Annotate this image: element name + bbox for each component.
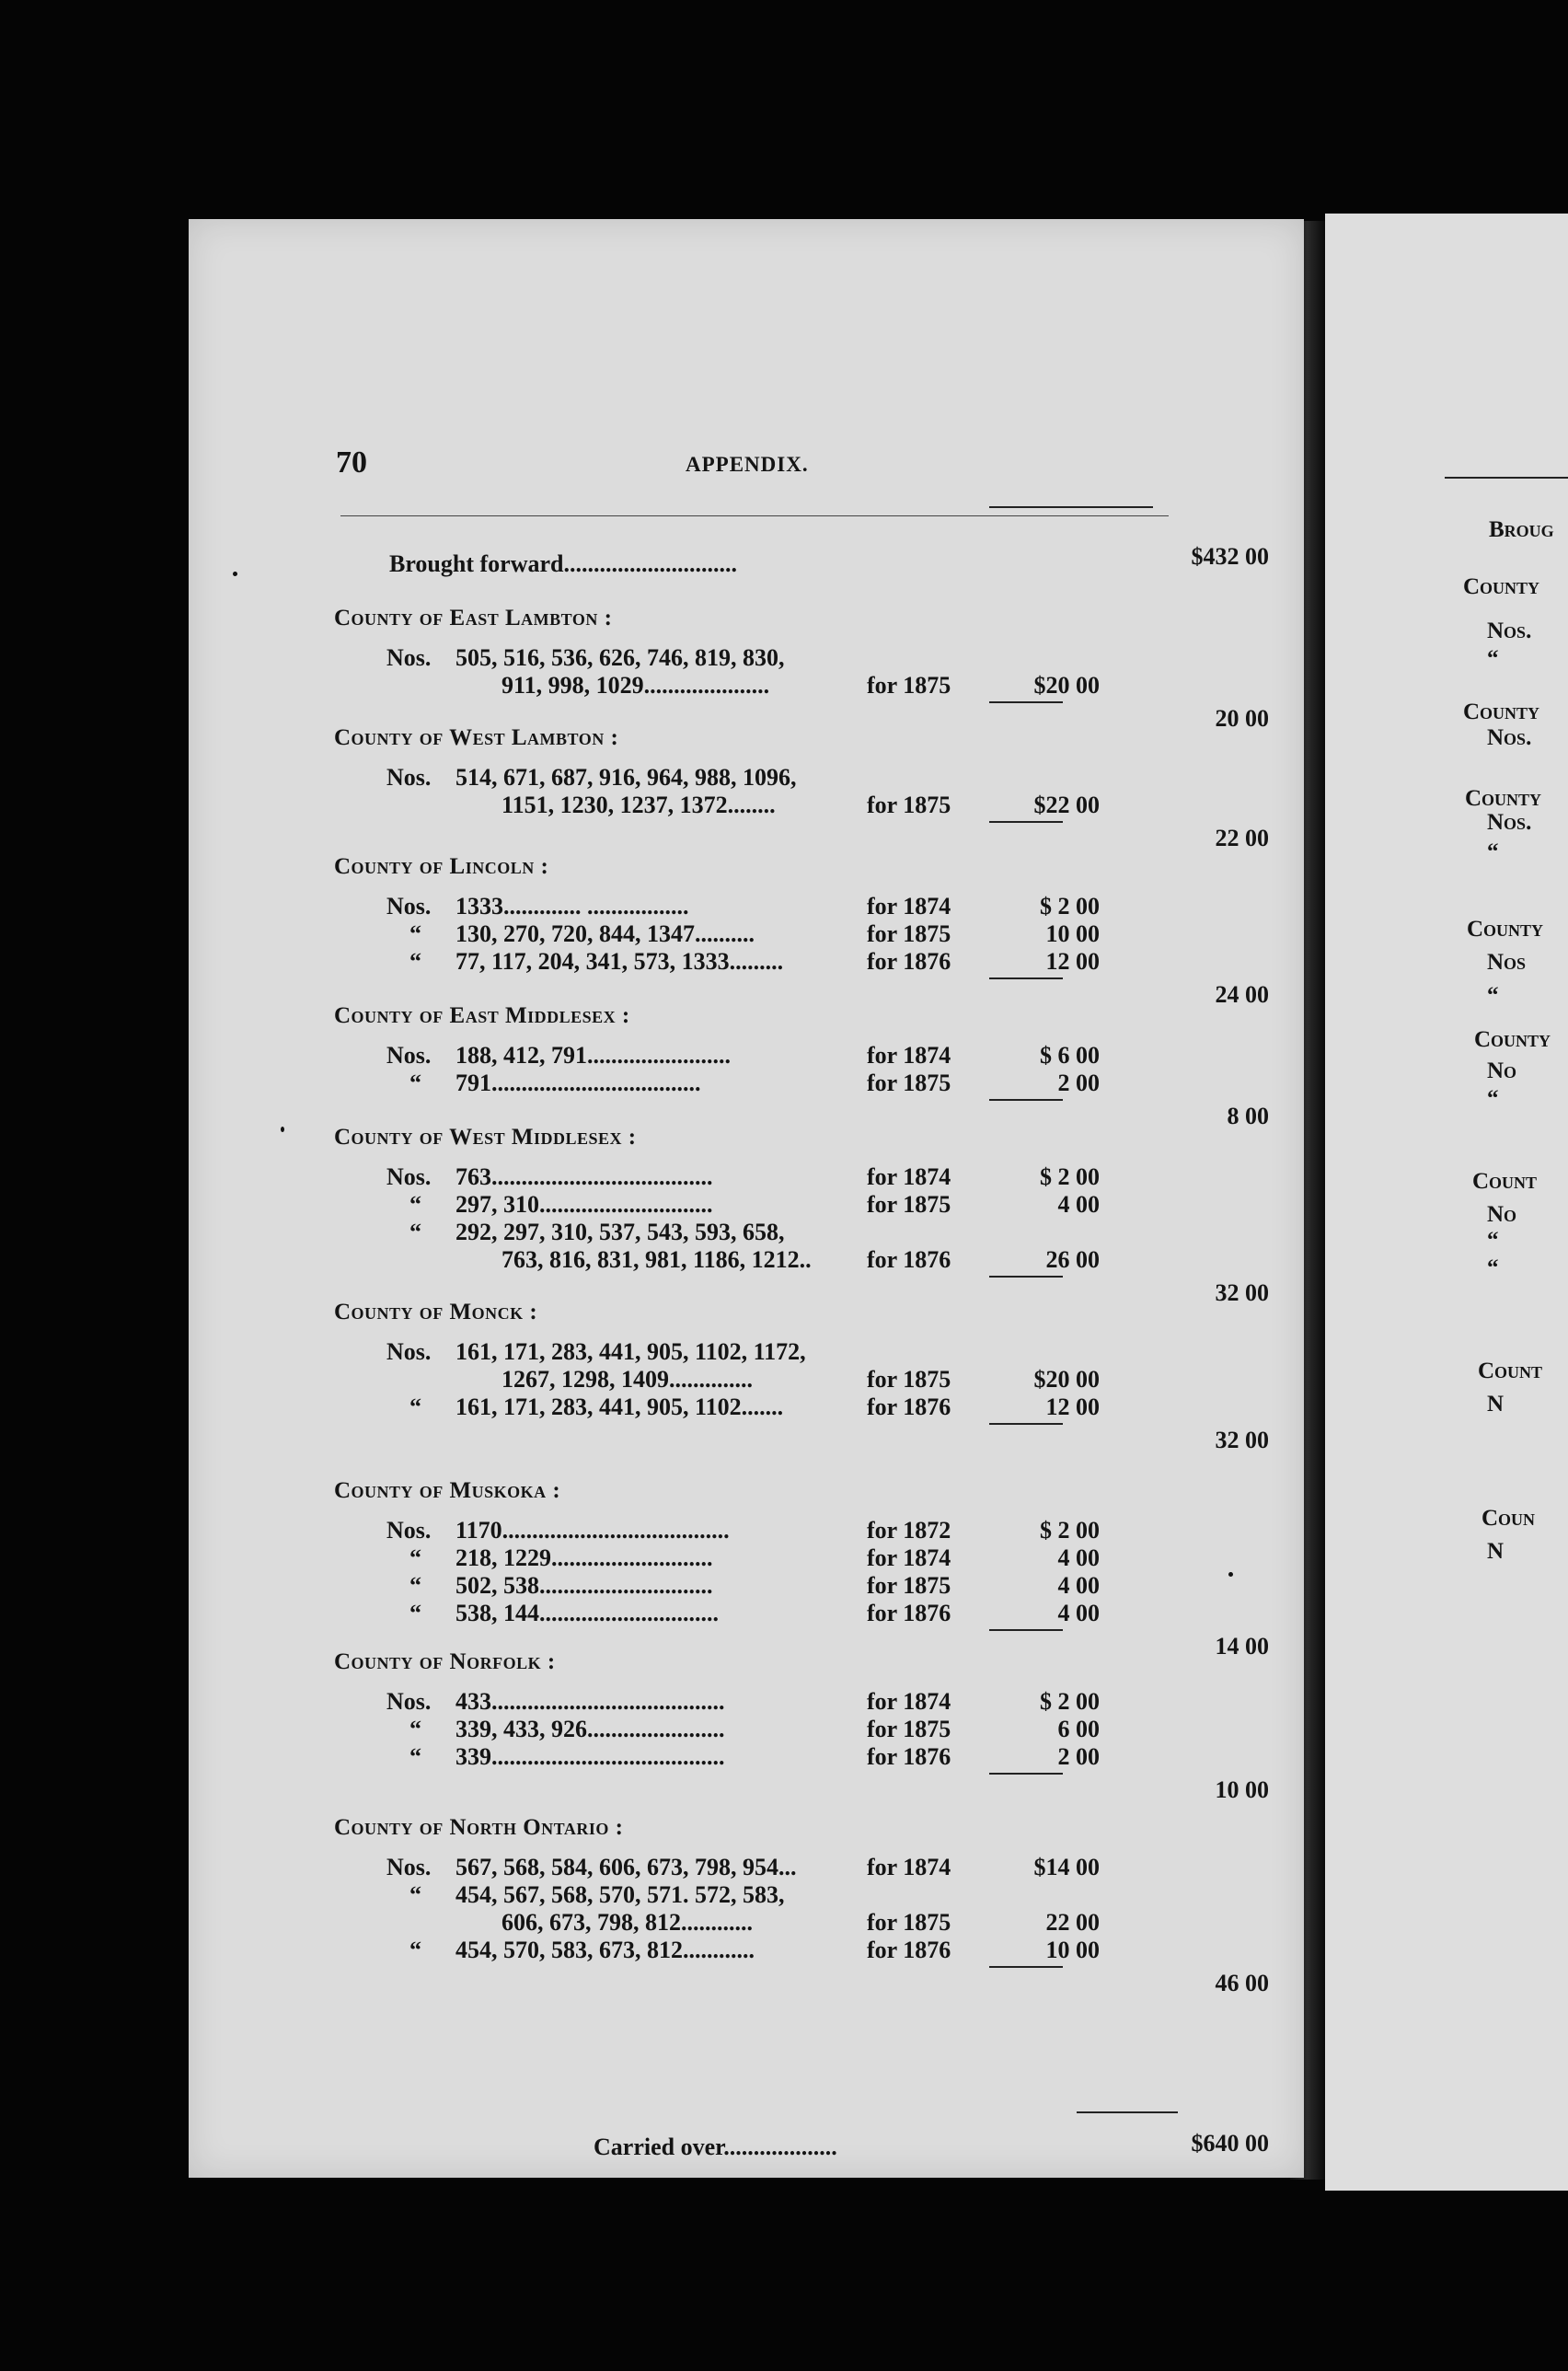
- facing-page-fragment: N: [1487, 1539, 1505, 1564]
- facing-page-fragment: Broug: [1489, 517, 1554, 542]
- row-numbers: 911, 998, 1029.....................: [502, 672, 770, 699]
- header-rule: [340, 515, 1169, 516]
- facing-page-fragment: Count: [1478, 1359, 1543, 1383]
- row-amount: 26 00: [1045, 1246, 1100, 1273]
- row-amount: $20 00: [1033, 672, 1100, 699]
- row-prefix: Nos.: [386, 1854, 432, 1880]
- row-prefix: “: [409, 1600, 421, 1626]
- facing-page-fragment: Count: [1472, 1169, 1538, 1194]
- facing-page-fragment: Nos.: [1487, 619, 1532, 643]
- subtotal-rule: [989, 1099, 1063, 1101]
- county-heading: County of East Lambton :: [334, 606, 613, 630]
- row-numbers: 1151, 1230, 1237, 1372........: [502, 792, 776, 818]
- row-amount: 22 00: [1045, 1909, 1100, 1936]
- header-rule-right: [989, 506, 1153, 508]
- row-year: for 1875: [867, 1070, 951, 1096]
- row-prefix: Nos.: [386, 1042, 432, 1069]
- subtotal-rule: [989, 1423, 1063, 1425]
- document-page: [189, 219, 1304, 2178]
- row-amount: 4 00: [1057, 1600, 1100, 1626]
- ink-speck: [1228, 1572, 1233, 1577]
- facing-page-fragment: “: [1487, 1228, 1499, 1253]
- facing-page-fragment: No: [1487, 1058, 1517, 1083]
- facing-page-fragment: County: [1467, 917, 1544, 942]
- page-number: 70: [336, 445, 367, 480]
- row-prefix: “: [409, 1070, 421, 1096]
- row-prefix: “: [409, 948, 421, 975]
- subtotal-rule: [989, 821, 1063, 823]
- county-heading: County of West Lambton :: [334, 725, 619, 750]
- subtotal-rule: [989, 1773, 1063, 1775]
- facing-page-fragment: Coun: [1482, 1506, 1536, 1531]
- row-numbers: 77, 117, 204, 341, 573, 1333.........: [455, 948, 784, 975]
- row-prefix: Nos.: [386, 1517, 432, 1544]
- row-numbers: 1267, 1298, 1409..............: [502, 1366, 753, 1393]
- section-subtotal: 22 00: [1215, 825, 1269, 851]
- facing-page-fragment: “: [1487, 1086, 1499, 1111]
- row-prefix: “: [409, 920, 421, 947]
- row-numbers: 292, 297, 310, 537, 543, 593, 658,: [455, 1219, 785, 1245]
- row-prefix: “: [409, 1394, 421, 1420]
- row-prefix: Nos.: [386, 764, 432, 791]
- row-year: for 1875: [867, 1572, 951, 1599]
- row-year: for 1874: [867, 1854, 951, 1880]
- section-subtotal: 20 00: [1215, 705, 1269, 732]
- row-prefix: “: [409, 1743, 421, 1770]
- row-year: for 1874: [867, 1163, 951, 1190]
- facing-page-fragment: “: [1487, 646, 1499, 671]
- row-prefix: “: [409, 1881, 421, 1908]
- row-numbers: 297, 310.............................: [455, 1191, 713, 1218]
- section-subtotal: 32 00: [1215, 1427, 1269, 1453]
- section-subtotal: 24 00: [1215, 981, 1269, 1008]
- row-year: for 1876: [867, 1600, 951, 1626]
- row-prefix: “: [409, 1716, 421, 1742]
- row-year: for 1872: [867, 1517, 951, 1544]
- row-numbers: 1170......................................: [455, 1517, 730, 1544]
- facing-page-fragment: No: [1487, 1202, 1517, 1227]
- county-heading: County of Norfolk :: [334, 1649, 556, 1674]
- row-numbers: 514, 671, 687, 916, 964, 988, 1096,: [455, 764, 797, 791]
- row-year: for 1876: [867, 1246, 951, 1273]
- facing-page-fragment: “: [1487, 839, 1499, 864]
- row-year: for 1876: [867, 948, 951, 975]
- row-year: for 1875: [867, 1716, 951, 1742]
- row-amount: $20 00: [1033, 1366, 1100, 1393]
- row-year: for 1874: [867, 1042, 951, 1069]
- facing-page-fragment: County: [1463, 700, 1540, 724]
- ink-speck: [233, 572, 237, 576]
- row-amount: 4 00: [1057, 1191, 1100, 1218]
- county-heading: County of Lincoln :: [334, 854, 549, 879]
- row-prefix: Nos.: [386, 893, 432, 919]
- row-numbers: 339.......................................: [455, 1743, 725, 1770]
- row-amount: $ 2 00: [1040, 1517, 1100, 1544]
- facing-page-fragment: County: [1463, 574, 1540, 599]
- county-heading: County of Muskoka :: [334, 1478, 561, 1503]
- row-prefix: “: [409, 1544, 421, 1571]
- row-year: for 1875: [867, 672, 951, 699]
- row-amount: $ 2 00: [1040, 893, 1100, 919]
- section-subtotal: 8 00: [1227, 1103, 1269, 1129]
- subtotal-rule: [989, 1966, 1063, 1968]
- facing-page-fragment: County: [1474, 1027, 1551, 1052]
- row-amount: $ 6 00: [1040, 1042, 1100, 1069]
- row-numbers: 538, 144..............................: [455, 1600, 719, 1626]
- row-numbers: 791...................................: [455, 1070, 701, 1096]
- row-numbers: 606, 673, 798, 812............: [502, 1909, 753, 1936]
- county-heading: County of East Middlesex :: [334, 1003, 630, 1028]
- facing-page-fragment: “: [1487, 983, 1499, 1008]
- facing-page: [1325, 214, 1568, 2191]
- county-heading: County of Monck :: [334, 1300, 538, 1324]
- row-prefix: Nos.: [386, 1688, 432, 1715]
- carried-over-label: Carried over...................: [594, 2134, 837, 2160]
- row-amount: $ 2 00: [1040, 1688, 1100, 1715]
- row-numbers: 161, 171, 283, 441, 905, 1102, 1172,: [455, 1338, 806, 1365]
- facing-page-fragment: Nos: [1487, 950, 1527, 975]
- row-amount: 4 00: [1057, 1544, 1100, 1571]
- row-year: for 1876: [867, 1743, 951, 1770]
- total-rule: [1077, 2111, 1178, 2113]
- section-subtotal: 46 00: [1215, 1970, 1269, 1996]
- brought-forward-label: Brought forward.............................: [389, 550, 737, 577]
- facing-page-fragment: Nos.: [1487, 725, 1532, 750]
- facing-page-fragment: N: [1487, 1392, 1505, 1417]
- row-numbers: 1333............. .................: [455, 893, 689, 919]
- row-numbers: 454, 570, 583, 673, 812............: [455, 1937, 755, 1963]
- row-year: for 1874: [867, 1688, 951, 1715]
- row-numbers: 130, 270, 720, 844, 1347..........: [455, 920, 755, 947]
- brought-forward-amount: $432 00: [1191, 543, 1269, 570]
- row-year: for 1875: [867, 1366, 951, 1393]
- row-numbers: 502, 538.............................: [455, 1572, 713, 1599]
- row-amount: 2 00: [1057, 1070, 1100, 1096]
- section-subtotal: 32 00: [1215, 1279, 1269, 1306]
- row-amount: 2 00: [1057, 1743, 1100, 1770]
- ink-speck: [281, 1127, 284, 1132]
- row-numbers: 218, 1229...........................: [455, 1544, 713, 1571]
- row-amount: 10 00: [1045, 1937, 1100, 1963]
- row-amount: 10 00: [1045, 920, 1100, 947]
- row-numbers: 188, 412, 791........................: [455, 1042, 731, 1069]
- row-numbers: 454, 567, 568, 570, 571. 572, 583,: [455, 1881, 785, 1908]
- running-head: APPENDIX.: [686, 453, 809, 476]
- row-numbers: 433.......................................: [455, 1688, 725, 1715]
- row-year: for 1876: [867, 1394, 951, 1420]
- row-prefix: Nos.: [386, 1338, 432, 1365]
- row-numbers: 763.....................................: [455, 1163, 713, 1190]
- row-year: for 1875: [867, 792, 951, 818]
- row-amount: 12 00: [1045, 948, 1100, 975]
- row-year: for 1875: [867, 1191, 951, 1218]
- row-numbers: 763, 816, 831, 981, 1186, 1212..: [502, 1246, 812, 1273]
- row-amount: 12 00: [1045, 1394, 1100, 1420]
- row-year: for 1875: [867, 1909, 951, 1936]
- subtotal-rule: [989, 977, 1063, 979]
- row-year: for 1874: [867, 1544, 951, 1571]
- facing-page-fragment: Nos.: [1487, 810, 1532, 835]
- row-prefix: “: [409, 1937, 421, 1963]
- row-amount: 6 00: [1057, 1716, 1100, 1742]
- row-prefix: “: [409, 1219, 421, 1245]
- subtotal-rule: [989, 1629, 1063, 1631]
- row-amount: 4 00: [1057, 1572, 1100, 1599]
- section-subtotal: 10 00: [1215, 1776, 1269, 1803]
- county-heading: County of West Middlesex :: [334, 1125, 637, 1150]
- row-prefix: Nos.: [386, 644, 432, 671]
- row-numbers: 505, 516, 536, 626, 746, 819, 830,: [455, 644, 785, 671]
- row-numbers: 567, 568, 584, 606, 673, 798, 954...: [455, 1854, 797, 1880]
- row-numbers: 161, 171, 283, 441, 905, 1102.......: [455, 1394, 784, 1420]
- row-amount: $14 00: [1033, 1854, 1100, 1880]
- row-prefix: “: [409, 1191, 421, 1218]
- county-heading: County of North Ontario :: [334, 1815, 624, 1840]
- row-amount: $22 00: [1033, 792, 1100, 818]
- carried-over-amount: $640 00: [1191, 2130, 1269, 2157]
- subtotal-rule: [989, 701, 1063, 703]
- facing-page-fragment: “: [1487, 1255, 1499, 1280]
- row-amount: $ 2 00: [1040, 1163, 1100, 1190]
- facing-header-rule: [1445, 477, 1568, 479]
- section-subtotal: 14 00: [1215, 1633, 1269, 1660]
- subtotal-rule: [989, 1276, 1063, 1278]
- row-year: for 1876: [867, 1937, 951, 1963]
- row-prefix: “: [409, 1572, 421, 1599]
- row-year: for 1875: [867, 920, 951, 947]
- row-year: for 1874: [867, 893, 951, 919]
- facing-page-fragment: County: [1465, 786, 1542, 811]
- row-numbers: 339, 433, 926.......................: [455, 1716, 725, 1742]
- row-prefix: Nos.: [386, 1163, 432, 1190]
